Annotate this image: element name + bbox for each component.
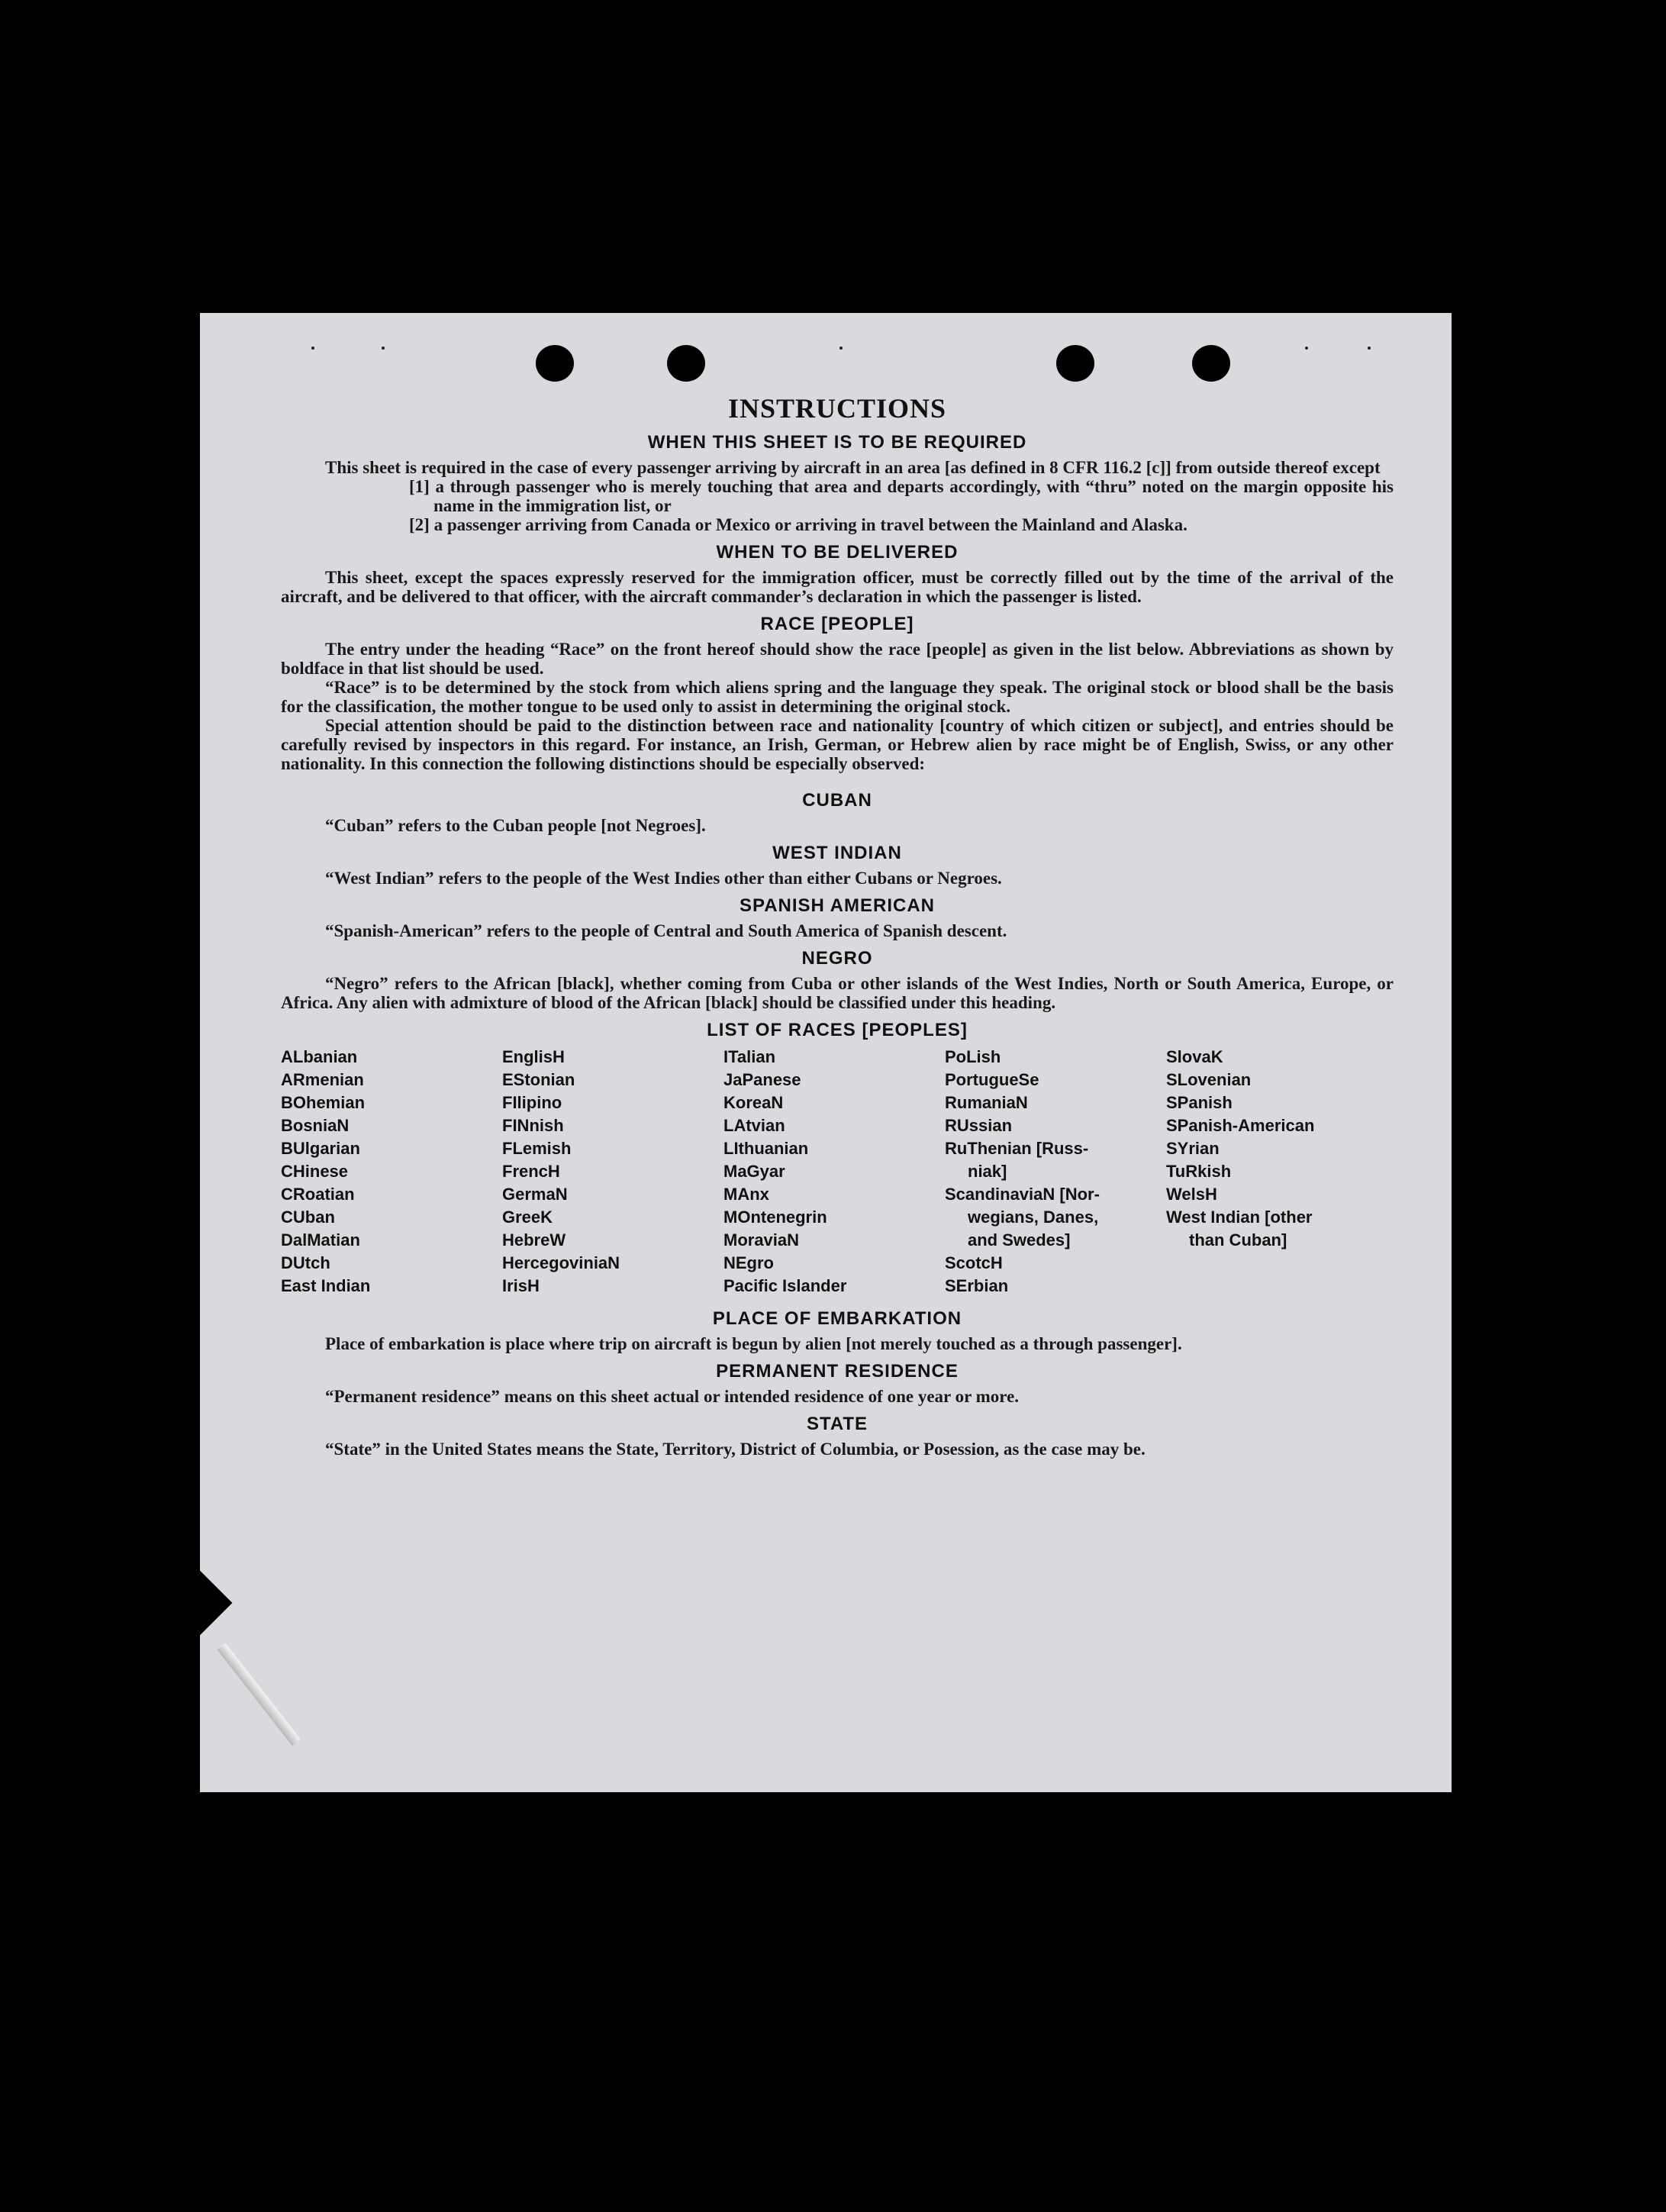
punch-hole <box>1056 345 1094 382</box>
race-entry: Pacific Islander <box>723 1276 847 1295</box>
race-entry: JaPanese <box>723 1070 801 1089</box>
race-entry: East Indian <box>281 1276 371 1295</box>
race-entry: West Indian [other <box>1166 1208 1313 1227</box>
race-entry: MAnx <box>723 1185 769 1204</box>
race-entry: LAtvian <box>723 1116 785 1135</box>
paragraph: “Permanent residence” means on this sheet actual or intended residence of one year or more. <box>325 1387 1020 1406</box>
paragraph: This sheet is required in the case of every passenger arriving by aircraft in an area [as defined in 8 CFR 116.2 [c]] from outside thereof except <box>325 458 1381 477</box>
section-heading: WEST INDIAN <box>772 843 902 863</box>
paragraph: “State” in the United States means the State, Territory, District of Columbia, or Posession, as the case may be. <box>325 1440 1146 1459</box>
race-entry: GermaN <box>502 1185 568 1204</box>
race-entry: SLovenian <box>1166 1070 1252 1089</box>
race-column <box>945 1046 1166 1298</box>
race-entry: CUban <box>281 1208 335 1227</box>
race-entry: SPanish <box>1166 1093 1233 1112</box>
list-item: [2] a passenger arriving from Canada or Mexico or arriving in travel between the Mainland and Alaska. <box>409 515 1187 534</box>
race-entry: SPanish-American <box>1166 1116 1315 1135</box>
race-entry: BUlgarian <box>281 1139 360 1158</box>
race-column <box>723 1046 945 1298</box>
race-entry: CHinese <box>281 1162 349 1181</box>
race-entry: BOhemian <box>281 1093 366 1112</box>
race-entry: BosniaN <box>281 1116 350 1135</box>
paper-fold <box>217 1643 301 1746</box>
race-entry: HebreW <box>502 1230 566 1249</box>
torn-corner <box>200 1571 232 1636</box>
race-entry: than Cuban] <box>1189 1230 1287 1249</box>
section-heading: PLACE OF EMBARKATION <box>712 1308 962 1329</box>
race-entry: IrisH <box>502 1276 540 1295</box>
section-heading: RACE [PEOPLE] <box>760 614 914 634</box>
race-entry: CRoatian <box>281 1185 355 1204</box>
race-entry: ScotcH <box>945 1253 1003 1272</box>
race-entry: wegians, Danes, <box>968 1208 1099 1227</box>
race-entry: HercegoviniaN <box>502 1253 620 1272</box>
race-entry: MoraviaN <box>723 1230 800 1249</box>
paragraph: “Race” is to be determined by the stock from which aliens spring and the language they speak. The original stock or blood shall be the basis for the classification, the mother tongue to be used only to assist in determining the original stock. <box>281 678 1394 716</box>
instruction-sheet <box>200 313 1452 1792</box>
instructions-content <box>281 392 1394 1459</box>
race-list <box>281 1046 1394 1298</box>
section-heading: SPANISH AMERICAN <box>739 895 935 916</box>
race-entry: NEgro <box>723 1253 774 1272</box>
punch-hole <box>1192 345 1230 382</box>
race-column <box>1166 1046 1387 1298</box>
race-entry: SlovaK <box>1166 1047 1223 1066</box>
race-entry: GreeK <box>502 1208 553 1227</box>
race-entry: ARmenian <box>281 1070 364 1089</box>
race-entry: PortugueSe <box>945 1070 1039 1089</box>
race-entry: LIthuanian <box>723 1139 809 1158</box>
race-entry: DUtch <box>281 1253 330 1272</box>
race-entry: ALbanian <box>281 1047 358 1066</box>
race-entry: and Swedes] <box>968 1230 1071 1249</box>
race-entry: niak] <box>968 1162 1007 1181</box>
race-entry: FINnish <box>502 1116 564 1135</box>
paragraph: “Cuban” refers to the Cuban people [not Negroes]. <box>325 816 706 835</box>
race-entry: EStonian <box>502 1070 575 1089</box>
race-entry: ITalian <box>723 1047 776 1066</box>
paragraph: “Spanish-American” refers to the people of Central and South America of Spanish descent. <box>325 921 1007 940</box>
section-heading: WHEN THIS SHEET IS TO BE REQUIRED <box>647 432 1027 453</box>
paragraph: This sheet, except the spaces expressly reserved for the immigration officer, must be correctly filled out by the time of the arrival of the aircraft, and be delivered to that officer, with the aircraft commander’s declaration in which the passenger is listed. <box>281 568 1394 606</box>
section-heading: WHEN TO BE DELIVERED <box>716 542 959 563</box>
paragraph: Place of embarkation is place where trip on aircraft is begun by alien [not merely touched as a through passenger]. <box>325 1334 1182 1353</box>
punch-hole <box>667 345 705 382</box>
list-item: [1] a through passenger who is merely touching that area and departs accordingly, with “thru” noted on the margin opposite his name in the immigration list, or <box>409 477 1394 515</box>
race-entry: KoreaN <box>723 1093 784 1112</box>
race-entry: DalMatian <box>281 1230 360 1249</box>
race-entry: SYrian <box>1166 1139 1220 1158</box>
race-entry: RumaniaN <box>945 1093 1028 1112</box>
paragraph: The entry under the heading “Race” on the front hereof should show the race [people] as given in the list below. Abbreviations as shown by boldface in that list should be used. <box>281 640 1394 678</box>
section-heading: LIST OF RACES [PEOPLES] <box>707 1020 968 1040</box>
race-entry: EnglisH <box>502 1047 565 1066</box>
race-entry: PoLish <box>945 1047 1001 1066</box>
race-entry: MaGyar <box>723 1162 785 1181</box>
race-entry: FIlipino <box>502 1093 562 1112</box>
section-heading: STATE <box>806 1414 868 1434</box>
section-heading: NEGRO <box>801 948 873 969</box>
punch-hole <box>536 345 574 382</box>
race-entry: RuThenian [Russ- <box>945 1139 1089 1158</box>
race-entry: ScandinaviaN [Nor- <box>945 1185 1100 1204</box>
paragraph: Special attention should be paid to the distinction between race and nationality [country of which citizen or subject], and entries should be carefully revised by inspectors in this regard. For instance, an Irish, German, or Hebrew alien by race might be of English, Swiss, or any other nationality. In this connection the following distinctions should be especially observed: <box>281 716 1394 773</box>
race-column <box>281 1046 502 1298</box>
race-entry: TuRkish <box>1166 1162 1232 1181</box>
race-entry: RUssian <box>945 1116 1013 1135</box>
paragraph: “Negro” refers to the African [black], whether coming from Cuba or other islands of the West Indies, North or South America, Europe, or Africa. Any alien with admixture of blood of the African [black] should be classified under this heading. <box>281 974 1394 1012</box>
race-entry: MOntenegrin <box>723 1208 827 1227</box>
section-heading: PERMANENT RESIDENCE <box>716 1361 959 1382</box>
race-entry: WelsH <box>1166 1185 1217 1204</box>
race-entry: SErbian <box>945 1276 1009 1295</box>
section-heading: CUBAN <box>802 790 872 811</box>
race-entry: FLemish <box>502 1139 572 1158</box>
page-title: INSTRUCTIONS <box>727 393 947 424</box>
race-entry: FrencH <box>502 1162 560 1181</box>
paragraph: “West Indian” refers to the people of the West Indies other than either Cubans or Negroes. <box>325 869 1002 888</box>
race-column <box>502 1046 723 1298</box>
